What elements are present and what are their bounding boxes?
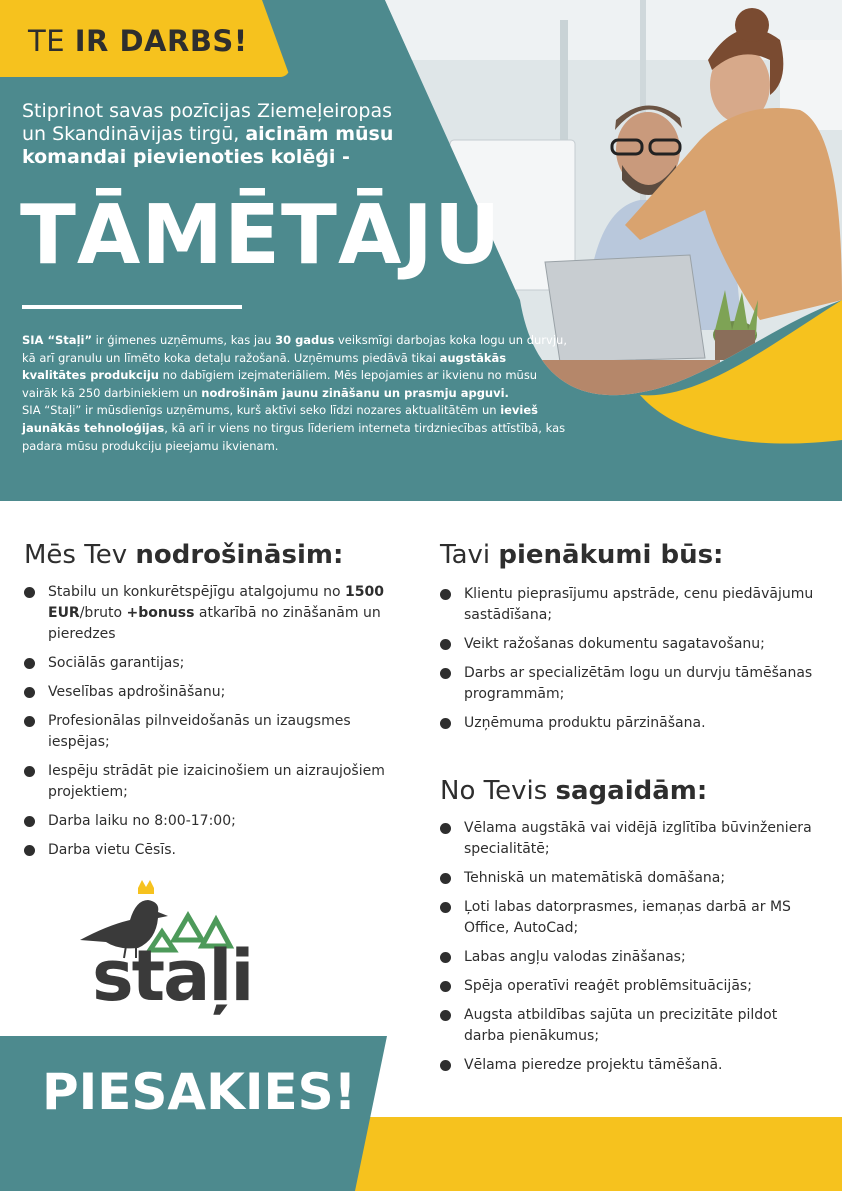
text-segment: atkarībā no zināšanām un pieredzes	[48, 605, 381, 642]
cta-accent	[350, 1117, 842, 1191]
text-segment: , kā arī ir viens no tirgus līderiem interneta tirdzniecības attīstībā, kas padara mūsu produkciju pieejamu ikvienam.	[22, 420, 566, 453]
list-item: Labas angļu valodas zināšanas;	[440, 947, 822, 968]
text-segment: Darba laiku no 8:00-17:00;	[48, 813, 236, 829]
text-segment: nodrošinām jaunu zināšanu un prasmju apguvi.	[201, 385, 509, 400]
duties-heading: Tavi pienākumi būs:	[440, 540, 724, 570]
duties-list	[440, 584, 822, 742]
text-segment: no dabīgiem izejmateriāliem. Mēs lepojamies ar ikvienu no mūsu vairāk kā 250 darbiniekiem un	[22, 368, 538, 400]
tagline-text: TE IR DARBS!	[28, 24, 248, 58]
text-segment: Profesionālas pilnveidošanās un izaugsmes iespējas;	[48, 713, 351, 750]
company-description	[22, 332, 572, 455]
text-segment: Stabilu un konkurētspējīgu atalgojumu no	[48, 584, 345, 600]
text-segment: SIA “Staļi”	[22, 333, 93, 347]
list-item	[24, 582, 416, 645]
list-item	[24, 840, 416, 861]
list-item: Spēja operatīvi reaģēt problēmsituācijās;	[440, 976, 822, 997]
offer-list	[24, 582, 416, 869]
text-segment: Sociālās garantijas;	[48, 655, 185, 671]
hero-section	[0, 0, 842, 501]
expect-list	[440, 818, 822, 1084]
list-item	[24, 711, 416, 753]
list-item: Vēlama pieredze projektu tāmēšanā.	[440, 1055, 822, 1076]
text-segment: ievieš jaunākās tehnoloģijas	[22, 403, 539, 435]
expect-heading: No Tevis sagaidām:	[440, 776, 708, 806]
apply-label[interactable]: PIESAKIES!	[42, 1063, 357, 1121]
list-item	[24, 682, 416, 703]
text-segment: Veselības apdrošināšanu;	[48, 684, 226, 700]
text-segment: augstākās kvalitātes produkciju	[22, 350, 507, 383]
list-item: Vēlama augstākā vai vidējā izglītība būvinženiera specialitātē;	[440, 818, 822, 860]
list-item: Tehniskā un matemātiskā domāšana;	[440, 868, 822, 889]
text-segment: ir ģimenes uzņēmums, kas jau	[92, 333, 276, 347]
text-segment: Iespēju strādāt pie izaicinošiem un aizraujošiem projektiem;	[48, 763, 385, 800]
list-item: Uzņēmuma produktu pārzināšana.	[440, 713, 822, 734]
list-item	[24, 761, 416, 803]
offer-heading: Mēs Tev nodrošināsim:	[24, 540, 344, 570]
list-item: Klientu pieprasījumu apstrāde, cenu piedāvājumu sastādīšana;	[440, 584, 822, 626]
job-title: TĀMĒTĀJU	[20, 188, 502, 283]
intro-text: Stiprinot savas pozīcijas Ziemeļeiropas un Skandināvijas tirgū, aicinām mūsu komandai pievienoties kolēģi -	[22, 100, 394, 168]
list-item: Darbs ar specializētām logu un durvju tāmēšanas programmām;	[440, 663, 822, 705]
text-segment: /bruto	[79, 605, 127, 621]
text-segment: veiksmīgi darbojas koka logu un durvju, kā arī granulu un līmēto koka detaļu ražošanā. Uzņēmums piedāvā tikai	[22, 333, 567, 365]
list-item: Augsta atbildības sajūta un precizitāte pildot darba pienākumus;	[440, 1005, 822, 1047]
text-segment: 30 gadus	[275, 333, 335, 347]
list-item	[24, 653, 416, 674]
about-paragraph-2	[22, 402, 572, 455]
list-item	[24, 811, 416, 832]
about-paragraph-1	[22, 332, 572, 402]
list-item: Veikt ražošanas dokumentu sagatavošanu;	[440, 634, 822, 655]
text-segment: Darba vietu Cēsīs.	[48, 842, 176, 858]
logo-wordmark: staļi	[92, 935, 253, 1017]
text-segment: 1500 EUR	[48, 584, 384, 621]
list-item: Ļoti labas datorprasmes, iemaņas darbā ar MS Office, AutoCad;	[440, 897, 822, 939]
text-segment: +bonuss	[126, 605, 195, 621]
text-segment: SIA “Staļi” ir mūsdienīgs uzņēmums, kurš aktīvi seko līdzi nozares aktualitātēm un	[22, 403, 501, 418]
title-underline	[22, 305, 242, 309]
